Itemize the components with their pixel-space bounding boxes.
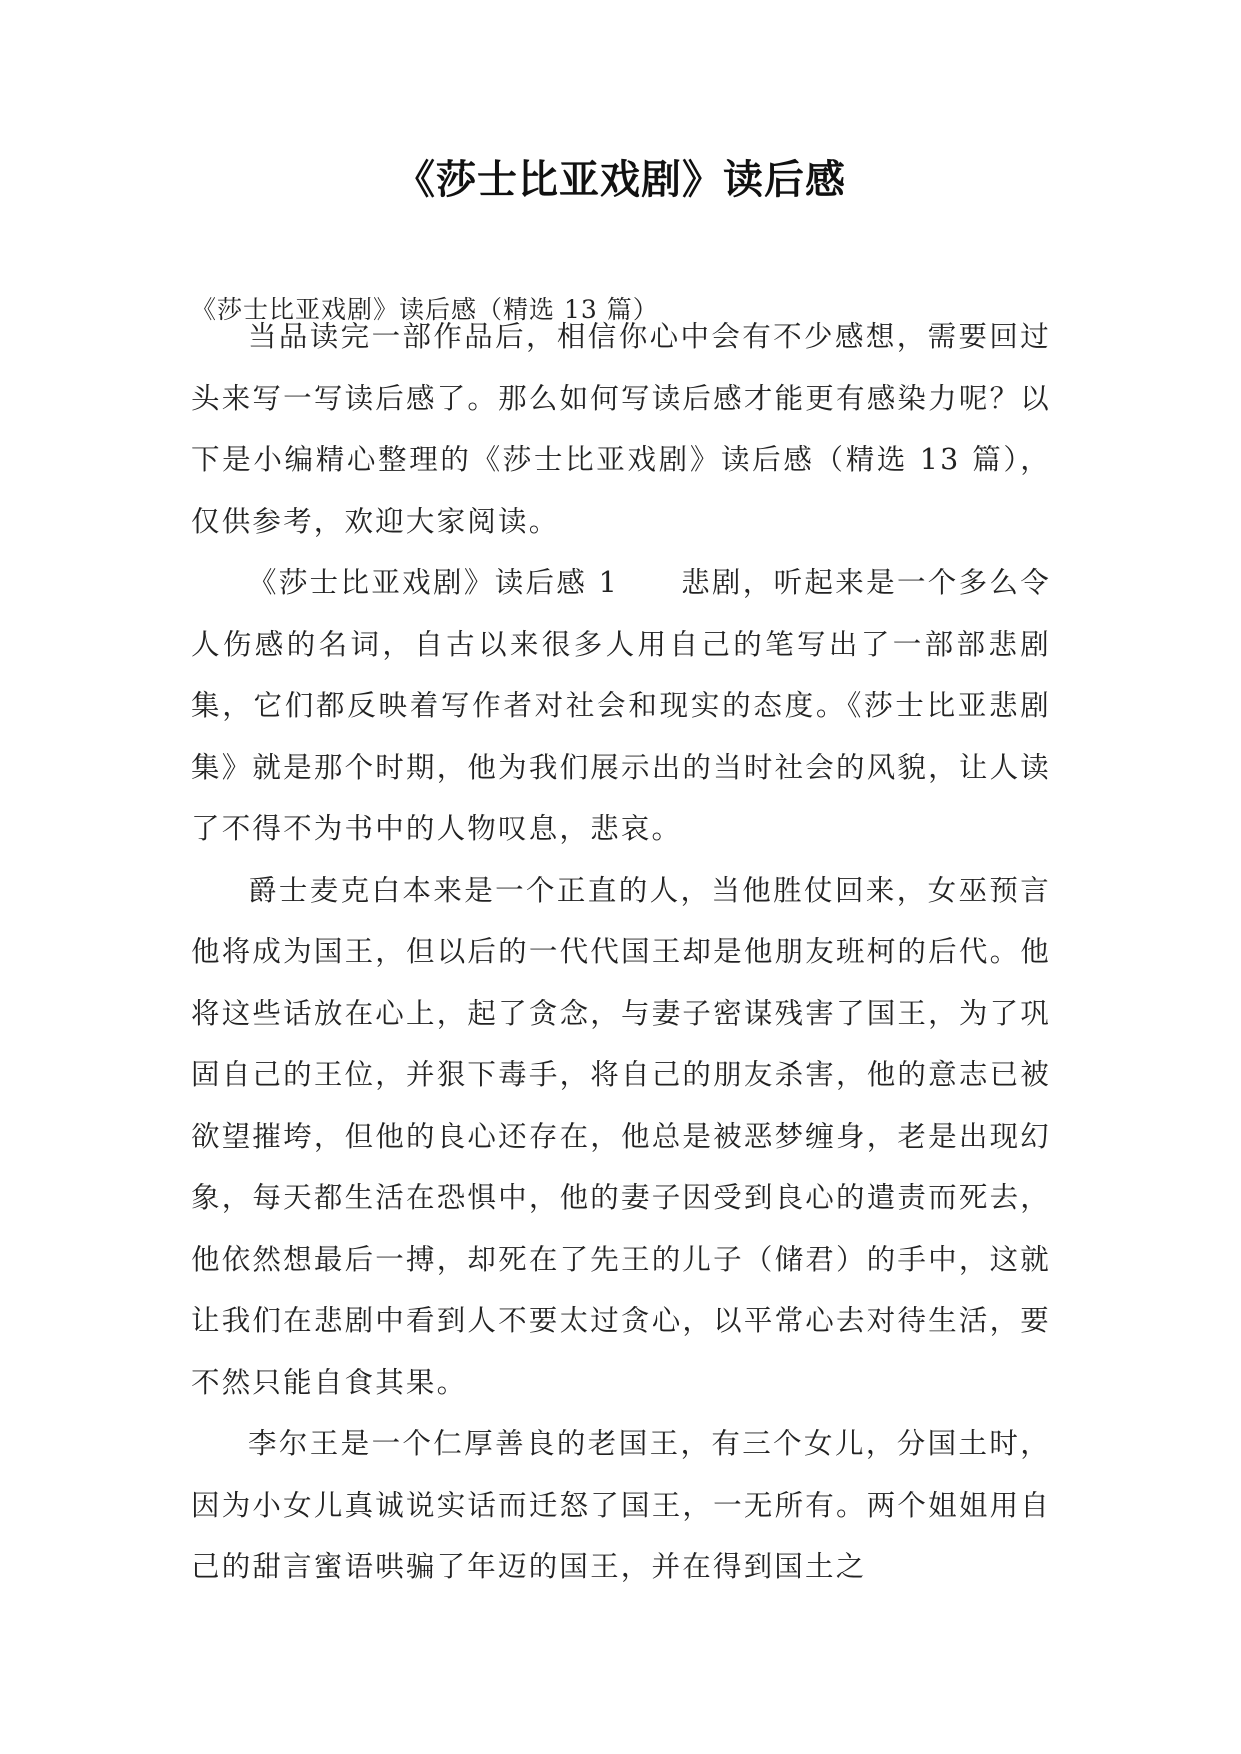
king-lear-paragraph: 李尔王是一个仁厚善良的老国王，有三个女儿，分国土时，因为小女儿真诚说实话而迁怒了国王，一无所有。两个姐姐用自己的甜言蜜语哄骗了年迈的国王，并在得到国土之 (191, 1427, 1051, 1583)
document-body (191, 306, 1051, 1598)
document-subtitle: 《莎士比亚戏剧》读后感（精选 13 篇） (191, 295, 659, 324)
intro-paragraph: 当品读完一部作品后，相信你心中会有不少感想，需要回过头来写一写读后感了。那么如何写读后感才能更有感染力呢？以下是小编精心整理的《莎士比亚戏剧》读后感（精选 13 篇），仅供参考，欢迎大家阅读。 (191, 320, 1051, 538)
essay-1-paragraph (191, 552, 1051, 860)
essay-1-text: 悲剧，听起来是一个多么令人伤感的名词，自古以来很多人用自己的笔写出了一部部悲剧集，它们都反映着写作者对社会和现实的态度。《莎士比亚悲剧集》就是那个时期，他为我们展示出的当时社会的风貌，让人读了不得不为书中的人物叹息，悲哀。 (191, 566, 1052, 845)
page-title: 《莎士比亚戏剧》读后感 (395, 156, 846, 203)
section-heading: 《莎士比亚戏剧》读后感 1 (248, 566, 619, 599)
macbeth-paragraph: 爵士麦克白本来是一个正直的人，当他胜仗回来，女巫预言他将成为国王，但以后的一代代国王却是他朋友班柯的后代。他将这些话放在心上，起了贪念，与妻子密谋残害了国王，为了巩固自己的王位，并狠下毒手，将自己的朋友杀害，他的意志已被欲望摧垮，但他的良心还存在，他总是被恶梦缠身，老是出现幻象，每天都生活在恐惧中，他的妻子因受到良心的遣责而死去，他依然想最后一搏，却死在了先王的儿子（储君）的手中，这就让我们在悲剧中看到人不要太过贪心，以平常心去对待生活，要不然只能自食其果。 (191, 873, 1051, 1399)
